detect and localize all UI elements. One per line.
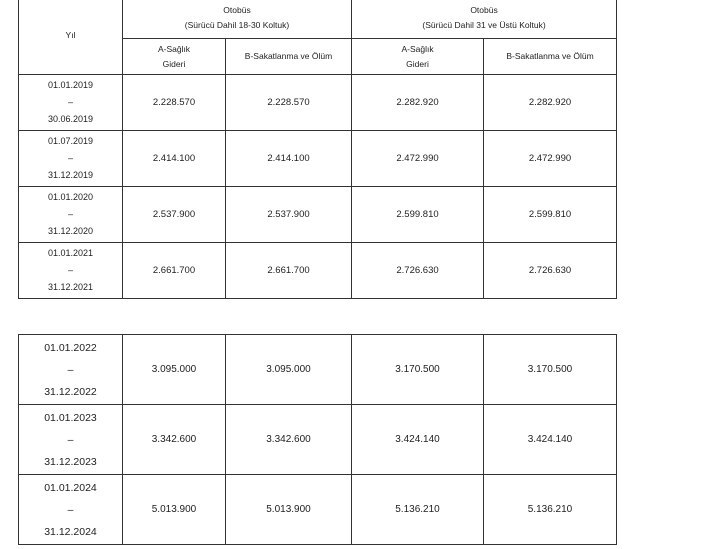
group-title: Otobüs [470,4,498,15]
period-cell [19,475,123,545]
period-cell [19,187,123,243]
amount-cell: 2.228.570 [123,75,226,131]
table-row [19,405,617,475]
period-dash: – [67,503,74,516]
period-cell [19,243,123,299]
period-dash: – [67,209,73,219]
year-header: Yıl [19,0,123,75]
amount-cell: 5.136.210 [484,475,617,545]
amount-cell: 2.282.920 [484,75,617,131]
group-subtitle: (Sürücü Dahil 31 ve Üstü Koltuk) [422,19,546,30]
amount-cell: 3.170.500 [352,335,484,405]
period-cell [19,131,123,187]
rates-table-bottom [18,334,617,545]
period-end: 30.06.2019 [47,114,94,124]
amount-cell: 2.414.100 [226,131,352,187]
period-dash: – [67,265,73,275]
period-start: 01.01.2022 [44,341,97,354]
amount-cell: 5.013.900 [226,475,352,545]
amount-cell: 5.013.900 [123,475,226,545]
period-dash: – [67,97,73,107]
amount-cell: 3.095.000 [226,335,352,405]
group-subtitle: (Sürücü Dahil 18-30 Koltuk) [184,19,290,30]
period-end: 31.12.2023 [44,455,97,468]
amount-cell: 3.424.140 [352,405,484,475]
period-cell [19,335,123,405]
col-header-health: A-Sağlık Gideri [352,39,484,75]
group-header-18-30 [123,0,352,39]
period-start: 01.01.2023 [44,411,97,424]
amount-cell: 3.342.600 [123,405,226,475]
period-start: 01.01.2019 [47,80,94,90]
amount-cell: 2.472.990 [484,131,617,187]
period-dash: – [67,153,73,163]
rates-table-top [18,0,617,299]
amount-cell: 2.228.570 [226,75,352,131]
period-dash: – [67,433,74,446]
amount-cell: 2.472.990 [352,131,484,187]
table-row [19,187,617,243]
period-cell [19,405,123,475]
amount-cell: 2.599.810 [352,187,484,243]
amount-cell: 3.170.500 [484,335,617,405]
group-header-31-plus [352,0,617,39]
amount-cell: 2.537.900 [123,187,226,243]
amount-cell: 2.414.100 [123,131,226,187]
amount-cell: 2.661.700 [123,243,226,299]
period-end: 31.12.2022 [44,385,97,398]
table-row [19,75,617,131]
amount-cell: 2.661.700 [226,243,352,299]
amount-cell: 2.726.630 [484,243,617,299]
amount-cell: 5.136.210 [352,475,484,545]
col-header-health: A-Sağlık Gideri [123,39,226,75]
period-dash: – [67,363,74,376]
period-cell [19,75,123,131]
period-start: 01.01.2020 [47,192,94,202]
amount-cell: 2.537.900 [226,187,352,243]
table-row [19,335,617,405]
table-row [19,131,617,187]
table-row [19,243,617,299]
amount-cell: 3.095.000 [123,335,226,405]
group-title: Otobüs [223,4,251,15]
period-end: 31.12.2019 [47,170,94,180]
amount-cell: 2.599.810 [484,187,617,243]
col-header-disability: B-Sakatlanma ve Ölüm [484,39,617,75]
col-header-disability: B-Sakatlanma ve Ölüm [226,39,352,75]
header-row-groups [19,0,617,39]
table-row [19,475,617,545]
amount-cell: 3.342.600 [226,405,352,475]
period-start: 01.01.2021 [47,248,94,258]
period-start: 01.07.2019 [47,136,94,146]
period-start: 01.01.2024 [44,481,97,494]
period-end: 31.12.2021 [47,282,94,292]
period-end: 31.12.2020 [47,226,94,236]
amount-cell: 2.726.630 [352,243,484,299]
amount-cell: 2.282.920 [352,75,484,131]
amount-cell: 3.424.140 [484,405,617,475]
period-end: 31.12.2024 [44,525,97,538]
